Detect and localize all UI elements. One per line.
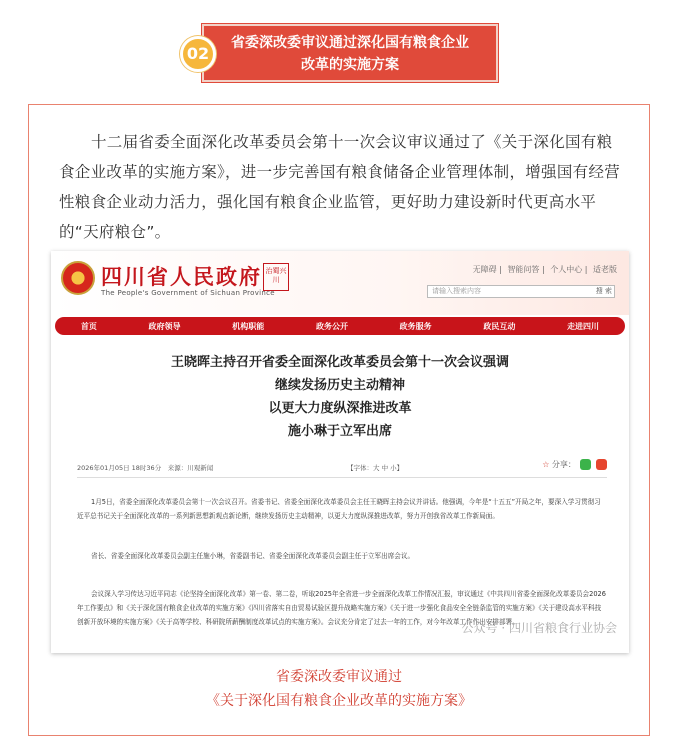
site-subtitle: The People's Government of Sichuan Province [101, 289, 275, 297]
national-emblem-icon [61, 261, 95, 295]
font-size-control[interactable]: 【字体：大 中 小】 [347, 464, 404, 472]
top-link-qa[interactable]: 智能问答 [507, 265, 540, 274]
site-header [51, 251, 629, 315]
share-bar [542, 459, 607, 470]
article-date-source: 2026年01月05日 18时36分 来源：川观新闻 [77, 464, 214, 472]
search-button[interactable]: 搜 索 [595, 287, 612, 295]
section-title-line2: 改革的实施方案 [301, 57, 399, 73]
image-caption [29, 665, 649, 713]
news-screenshot [51, 251, 629, 653]
headline-line2: 继续发扬历史主动精神 [274, 378, 405, 393]
star-icon[interactable]: ☆ [542, 460, 550, 469]
weibo-icon[interactable] [596, 459, 607, 470]
article-meta [77, 461, 607, 475]
search-input[interactable] [427, 285, 615, 298]
nav-services[interactable]: 政务服务 [399, 321, 432, 331]
site-title: 四川省人民政府 [101, 264, 262, 289]
headline-line3: 以更大力度纵深推进改革 [268, 401, 412, 416]
nav-home[interactable]: 首页 [80, 321, 97, 331]
top-link-accessibility[interactable]: 无障碍 [472, 265, 497, 274]
share-label: 分享： [551, 460, 576, 469]
article-paragraph-1: 1月5日，省委全面深化改革委员会第十一次会议召开。省委书记、省委全面深化改革委员会主任王晓晖主持会议并讲话。他强调，今年是“十五五”开局之年，要深入学习贯彻习近平总书记关于全面深化改革的一系列新思想新观点新论断，继续发扬历史主动精神，以更大力度纵深推进改革，努力开创我省改革工作新局面。 [77, 498, 601, 520]
main-nav [55, 317, 625, 335]
divider [77, 477, 607, 478]
section-header [180, 24, 498, 84]
caption-line2: 《关于深化国有粮食企业改革的实施方案》 [206, 693, 472, 709]
wechat-icon[interactable] [580, 459, 591, 470]
article-paragraph-2: 省长、省委全面深化改革委员会副主任施小琳，省委副书记、省委全面深化改革委员会副主任于立军出席会议。 [91, 552, 415, 560]
seal-logo: 治蜀兴川 [263, 263, 289, 291]
headline-line1: 王晓晖主持召开省委全面深化改革委员会第十一次会议强调 [170, 355, 509, 370]
article-headline [51, 351, 629, 443]
headline-line4: 施小琳于立军出席 [287, 424, 392, 439]
nav-interaction[interactable]: 政民互动 [483, 321, 516, 331]
caption-line1: 省委深改委审议通过 [276, 669, 402, 685]
nav-functions[interactable]: 机构职能 [232, 321, 265, 331]
top-link-elderly[interactable]: 适老版 [593, 265, 617, 274]
content-card [28, 104, 650, 736]
top-link-profile[interactable]: 个人中心 [550, 265, 583, 274]
nav-leaders[interactable]: 政府领导 [148, 321, 181, 331]
section-number-badge: 02 [180, 36, 216, 72]
section-title-line1: 省委深改委审议通过深化国有粮食企业 [231, 35, 469, 51]
watermark: 公众号 · 四川省粮食行业协会 [461, 621, 617, 635]
section-title-box [202, 24, 498, 82]
top-links: 无障碍 | 智能问答 | 个人中心 | 适老版 [472, 265, 617, 274]
search-placeholder: 请输入搜索内容 [432, 287, 481, 295]
intro-paragraph: 十二届省委全面深化改革委员会第十一次会议审议通过了《关于深化国有粮食企业改革的实施方案》，进一步完善国有粮食储备企业管理体制，增强国有经营性粮食企业动力活力，强化国有粮食企业监管，更好助力建设新时代更高水平的“天府粮仓”。 [59, 133, 621, 241]
nav-about-sichuan[interactable]: 走进四川 [567, 321, 600, 331]
nav-open-gov[interactable]: 政务公开 [315, 321, 348, 331]
article-paragraph-3: 会议深入学习传达习近平同志《论坚持全面深化改革》第一卷、第二卷，听取2025年全省进一步全面深化改革工作情况汇报，审议通过《中共四川省委全面深化改革委员会2026年工作要点》和《关于深化国有粮食企业改革的实施方案》《四川省落实自由贸易试验区提升战略实施方案》《关于进一步强化食品安全全链条监管的实施方案》《关于建设高水平科技创新开放环境的实施方案》《关于高等学校、科研院所薪酬制度改革试点的实施方案》。会议充分肯定了过去一年的工作，对今年改革工作作出安排部署。 [77, 590, 606, 626]
